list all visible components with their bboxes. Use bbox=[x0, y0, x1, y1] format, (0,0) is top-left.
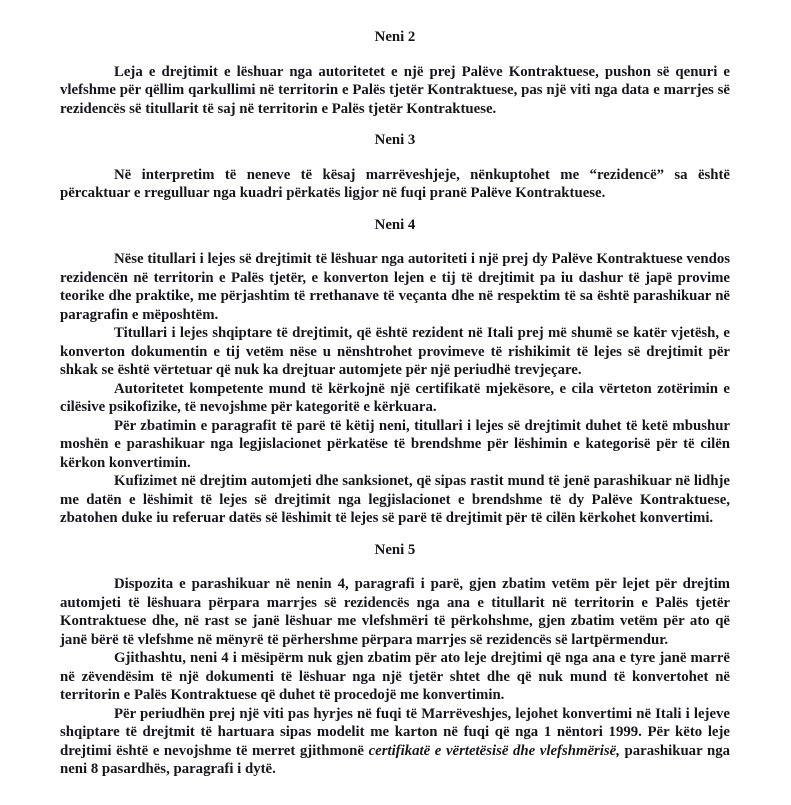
closing-paragraph-pre: Për periudhën prej një viti pas hyrjes në fuqi të Marrëveshjes, lejohet konvertimi në Itali i lejeve shqiptare të drejtmit të hartuara sipas modelit me karton në fuqi që nga 1 nëntori 1999. Për këto leje drejtimi është e nevojshme të merret gjithmonë bbox=[60, 705, 730, 759]
paragraph: Leja e drejtimit e lëshuar nga autoritetet e një prej Palëve Kontraktuese, pushon së qenuri e vlefshme për qëllim qarkullimi në territorin e Palës tjetër Kontraktuese, pas një viti nga data e marrjes së rezidencës së titullarit të saj në territorin e Palës tjetër Kontraktuese. bbox=[60, 63, 730, 117]
closing-paragraph-post: parashikuar nga neni 8 pasardhës, paragrafi i dytë. bbox=[60, 742, 730, 777]
paragraph: Kufizimet në drejtim automjeti dhe sanksionet, që sipas rastit mund të jenë parashikuar në lidhje me datën e lëshimit të lejes së drejtimit nga legjislacionet e brendshme të dy Palëve Kontraktuese, zbatohen duke iu referuar datës së lëshimit të lejes së parë të drejtimit për të cilën kërkohet konvertimi. bbox=[60, 473, 730, 526]
paragraph: Autoritetet kompetente mund të kërkojnë një certifikatë mjekësore, e cila vërteton zotërimin e cilësive psikofizike, të nevojshme për kategoritë e kërkuara. bbox=[60, 380, 730, 415]
article-heading-neni-5: Neni 5 bbox=[374, 541, 416, 558]
paragraph bbox=[60, 705, 730, 779]
article-heading-neni-2: Neni 2 bbox=[374, 29, 416, 45]
paragraph: Në interpretim të neneve të kësaj marrëveshjeje, nënkuptohet me “rezidencë” sa është përcaktuar e rregulluar nga kuadri përkatës ligjor në fuqi pranë Palëve Kontraktuese. bbox=[60, 166, 730, 201]
paragraph: Gjithashtu, neni 4 i mësipërm nuk gjen zbatim për ato leje drejtimi që nga ana e tyre janë marrë në zëvendësim të një dokumenti të lëshuar nga një tjetër shtet dhe që nuk mund të konvertohet në territorin e Palës Kontraktuese që duhet të procedojë me konvertimin. bbox=[60, 650, 730, 703]
paragraph: Për zbatimin e paragrafit të parë të këtij neni, titullari i lejes së drejtimit duhet të ketë mbushur moshën e parashikuar nga legjislacionet përkatëse të brendshme për lëshimin e kategorisë për të cilën kërkon konvertimin. bbox=[60, 417, 730, 471]
article-heading-neni-4: Neni 4 bbox=[374, 216, 416, 233]
paragraph: Nëse titullari i lejes së drejtimit të lëshuar nga autoriteti i një prej dy Palëve Kontraktuese vendos rezidencën në territorin e Palës tjetër, e konverton lejen e tij të drejtimit pa iu dashur të japë provime teorike dhe praktike, me përjashtim të rrethanave të veçanta dhe në respektim të sa është parashikuar në paragrafin e mëposhtëm. bbox=[60, 251, 730, 323]
article-heading-neni-3: Neni 3 bbox=[374, 132, 416, 148]
italic-phrase: certifikatë e vërtetësisë dhe vlefshmërisë, bbox=[368, 742, 620, 759]
paragraph: Dispozita e parashikuar në nenin 4, paragrafi i parë, gjen zbatim vetëm për lejet për drejtim automjeti të lëshuara përpara marrjes së rezidencës nga ana e titullarit në territorin e Palës tjetër Kontraktuese dhe, në rast se janë lëshuar me vlefshmëri të përkohshme, gjen zbatim vetëm për ato që janë bërë të vlefshme në mënyrë të përhershme përpara marrjes së rezidencës së lartpërmendur. bbox=[60, 576, 730, 648]
paragraph: Titullari i lejes shqiptare të drejtimit, që është rezident në Itali prej më shumë se katër vjetësh, e konverton dokumentin e tij vetëm nëse u nënshtrohet provimeve të rishikimit të lejes së drejtimit për shkak se është vërtetuar që nuk ka drejtuar automjete për një periudhë trevjeçare. bbox=[60, 325, 730, 378]
